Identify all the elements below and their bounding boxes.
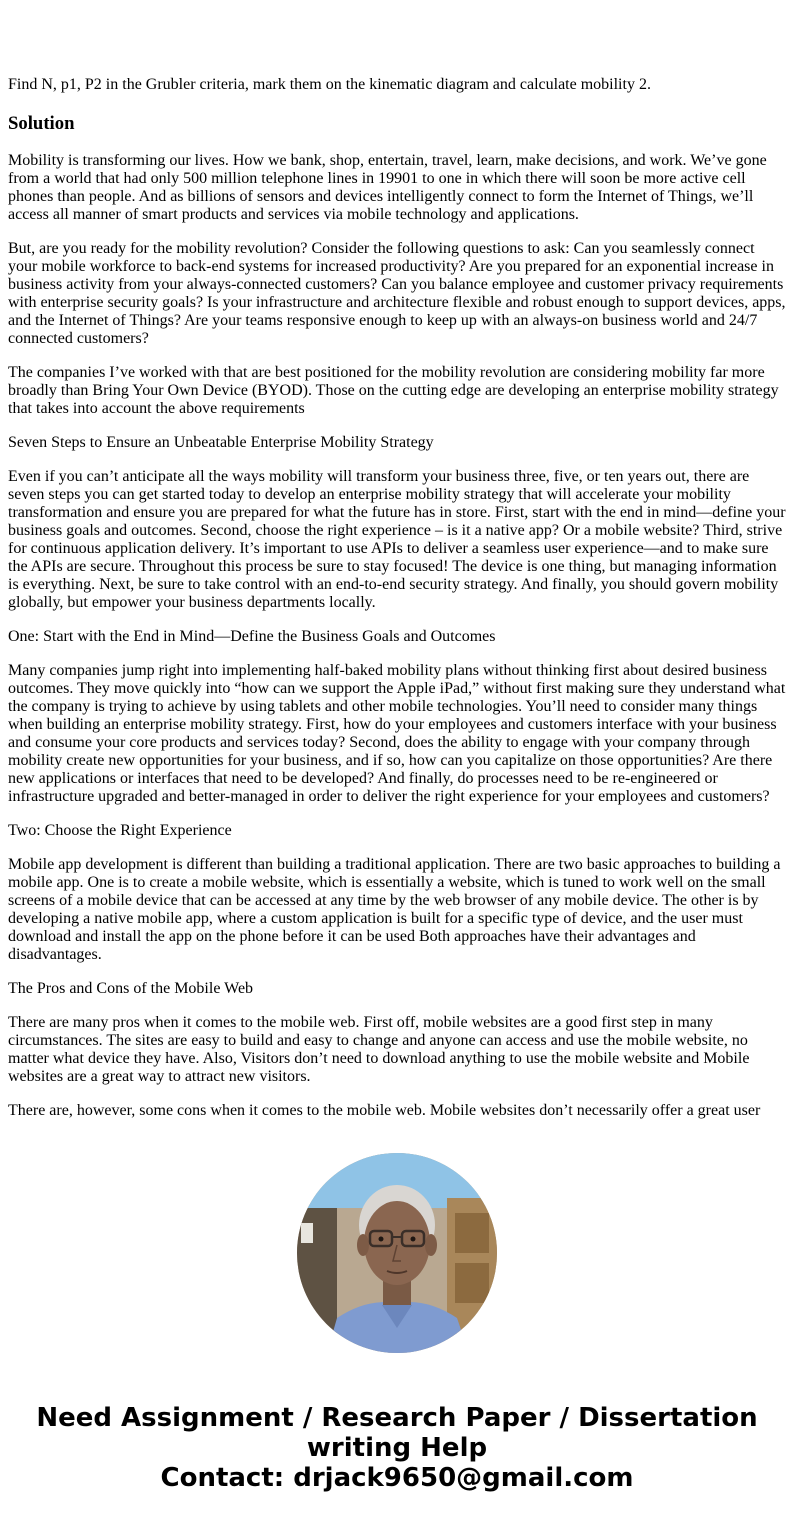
section-heading: The Pros and Cons of the Mobile Web bbox=[8, 980, 254, 997]
author-portrait-image bbox=[297, 1153, 497, 1353]
paragraph: Many companies jump right into implementing half-baked mobility plans without thinking first about desired business outcomes. They move quickly into “how can we support the Apple iPad,” without first making sure they understand what the company is trying to achieve by using tablets and other mobile technologies. You’ll need to consider many things when building an enterprise mobility strategy. First, how do your employees and customers interface with your business and consume your core products and services today? Second, does the ability to engage with your company through mobility create new opportunities for your business, and if so, how can you capitalize on those opportunities? Are there new applications or interfaces that need to be developed? And finally, do processes need to be re-engineered or infrastructure upgraded and better-managed in order to deliver the right experience for your employees and customers? bbox=[8, 662, 786, 805]
author-avatar bbox=[297, 1153, 497, 1353]
solution-body bbox=[8, 152, 786, 1136]
footer-line: writing Help bbox=[306, 1433, 488, 1463]
paragraph: But, are you ready for the mobility revolution? Consider the following questions to ask: Can you seamlessly connect your mobile workforce to back-end systems for increased productivity? Are you prepared for an exponential increase in business activity from your always-connected customers? Can you balance employee and customer privacy requirements with enterprise security goals? Is your infrastructure and architecture flexible and robust enough to support devices, apps, and the Internet of Things? Are your teams responsive enough to keep up with an always-on business world and 24/7 connected customers? bbox=[8, 240, 786, 347]
section-heading: Two: Choose the Right Experience bbox=[8, 822, 232, 839]
paragraph: There are many pros when it comes to the mobile web. First off, mobile websites are a good first step in many circumstances. The sites are easy to build and easy to change and anyone can access and use the mobile website, no matter what device they have. Also, Visitors don’t need to download anything to use the mobile website and Mobile websites are a great way to attract new visitors. bbox=[8, 1014, 750, 1085]
solution-heading: Solution bbox=[8, 113, 75, 134]
paragraph: Mobile app development is different than building a traditional application. There are two basic approaches to building a mobile app. One is to create a mobile website, which is essentially a website, which is tuned to work well on the small screens of a mobile device that can be accessed at any time by the web browser of any mobile device. The other is by developing a native mobile app, where a custom application is built for a specific type of device, and the user must download and install the app on the phone before it can be used Both approaches have their advantages and disadvantages. bbox=[8, 856, 781, 963]
contact-footer bbox=[0, 1403, 794, 1493]
section-heading: One: Start with the End in Mind—Define the Business Goals and Outcomes bbox=[8, 628, 496, 645]
paragraph: There are, however, some cons when it comes to the mobile web. Mobile websites don’t necessarily offer a great user bbox=[8, 1102, 761, 1119]
paragraph: Even if you can’t anticipate all the ways mobility will transform your business three, five, or ten years out, there are seven steps you can get started today to develop an enterprise mobility strategy that will accelerate your mobility transformation and ensure you are prepared for what the future has in store. First, start with the end in mind—define your business goals and outcomes. Second, choose the right experience – is it a native app? Or a mobile website? Third, strive for continuous application delivery. It’s important to use APIs to deliver a seamless user experience—and to make sure the APIs are secure. Throughout this process be sure to stay focused! The device is one thing, but managing information is everything. Next, be sure to take control with an end-to-end security strategy. And finally, you should govern mobility globally, but empower your business departments locally. bbox=[8, 468, 786, 611]
footer-line: Need Assignment / Research Paper / Dissertation bbox=[36, 1403, 758, 1433]
paragraph: Mobility is transforming our lives. How we bank, shop, entertain, travel, learn, make decisions, and work. We’ve gone from a world that had only 500 million telephone lines in 19901 to one in which there will soon be more active cell phones than people. And as billions of sensors and devices intelligently connect to form the Internet of Things, we’ll access all manner of smart products and services via mobile technology and applications. bbox=[8, 152, 767, 223]
footer-contact: Contact: drjack9650@gmail.com bbox=[160, 1463, 634, 1493]
paragraph: The companies I’ve worked with that are best positioned for the mobility revolution are considering mobility far more broadly than Bring Your Own Device (BYOD). Those on the cutting edge are developing an enterprise mobility strategy that takes into account the above requirements bbox=[8, 364, 779, 417]
question-text: Find N, p1, P2 in the Grubler criteria, mark them on the kinematic diagram and calculate mobility 2. bbox=[8, 76, 651, 93]
section-heading: Seven Steps to Ensure an Unbeatable Enterprise Mobility Strategy bbox=[8, 434, 434, 451]
